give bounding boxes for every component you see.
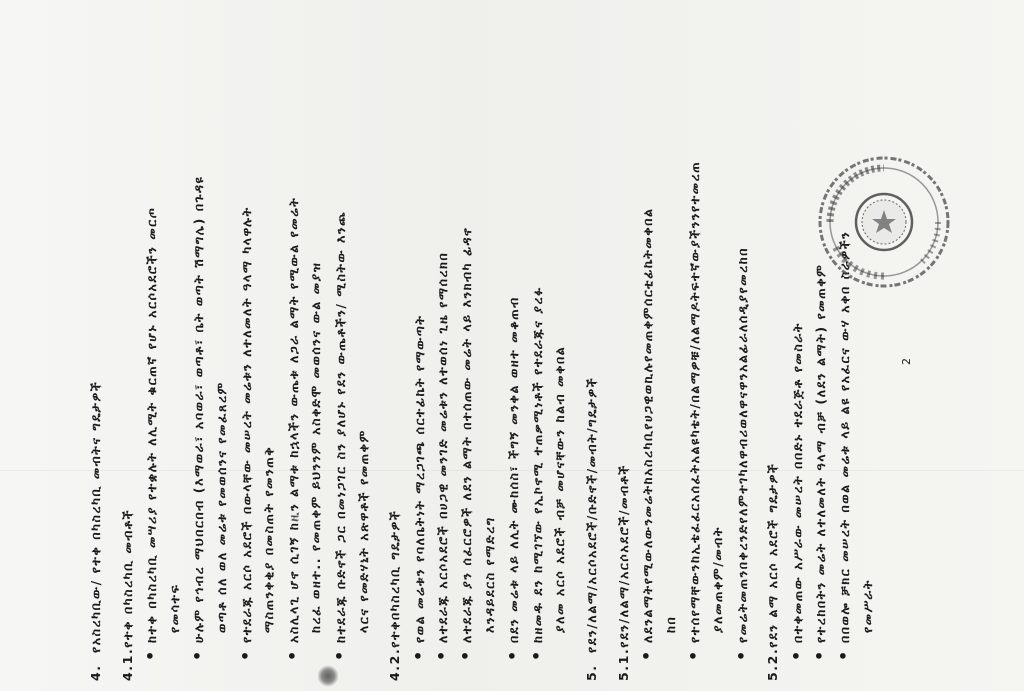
bullet-icon: •	[637, 649, 657, 661]
section-heading	[584, 377, 600, 681]
bullet-item	[190, 176, 207, 661]
bullet-icon: •	[330, 649, 349, 661]
continuation-line	[261, 446, 277, 633]
line-text: በደን መሬቱ ላይ ለሊት ሙከሰስ፣ ችግኝ መንቀል ወዘተ መቆጠብ	[506, 296, 522, 643]
section-number: 4.2.	[387, 647, 403, 681]
bullet-icon: •	[526, 649, 546, 661]
line-text: ለተደራጁ አርሶአደሮች በሀጋዊ መንገድ መሬቱን ለተወሰነ ጊዜ የማሰረክበ	[435, 251, 451, 643]
line-text: የተሰየማቸውንከኢቴፈፈርአሰፈትአልዩካቴት/በልማዎቹ/ለልማዶትፍተኛውያችንንየተመረጠ	[687, 160, 703, 643]
bullet-item	[786, 322, 806, 661]
bullet-item	[526, 286, 546, 661]
line-text: የአስረካቢው/ የተቀ በካስረካቢ መብትና ግዴታዎች	[88, 380, 103, 653]
line-text: ለተደራጁ ያን ሰፈርሮዎች ለደን ልማት በተሰጠው መሬት ላይ እንክብካ ፊዳኖ	[459, 226, 474, 643]
official-seal-stamp	[810, 148, 958, 296]
line-text: የደን ልማ አርሶ አደሮች ግዴታዎች	[765, 462, 781, 648]
bullet-icon: •	[456, 649, 475, 661]
bullet-item	[686, 161, 703, 661]
bullet-item	[458, 227, 475, 661]
continuation-line	[552, 346, 568, 633]
continuation-line	[167, 584, 183, 633]
line-text: ከረፈ ወዘተ.. የመጠቀም ይህንንም አስቀድሞ መወሰንና ውል መያዝ	[308, 261, 324, 633]
line-text: የመሬትመጠንበቀረንድየለምተገካለዋብሪወለዋናዋንአልፊራለሰዲያየመረከበ	[734, 247, 750, 643]
line-text: ከዘመዱ ደን ከሚገኘው የኢኮኖሚ ተጠቃሚነቶች የተደራጁና ያረፉ	[529, 286, 545, 643]
bullet-item	[143, 207, 160, 661]
line-text: ያለመ አርሶ አደሮች ብቻ መሆናቸውን ከልብ መቀበል	[552, 345, 568, 633]
line-text: የተደራጁ አርሶ አደሮች በውላቸው መሠረት መሬቱን ለተለመለት ዓላማ ካላዋሉት	[238, 206, 254, 643]
page-number: 2	[900, 358, 913, 365]
continuation-line	[356, 429, 372, 633]
line-text: የተቀ በካስረካቢ መብቶች	[119, 508, 135, 648]
section-heading	[616, 464, 632, 681]
bullet-icon: •	[503, 649, 523, 661]
bullet-icon: •	[684, 649, 704, 661]
continuation-line	[860, 579, 876, 633]
bullet-icon: •	[141, 649, 161, 661]
line-text: የመሳተፍ	[166, 583, 182, 633]
continuation-line	[482, 516, 498, 633]
line-text: ላርና የመድሃኒት አጽዋቶች የመጠቀም	[355, 429, 371, 633]
bullet-item	[282, 196, 302, 661]
bullet-icon: •	[786, 649, 806, 661]
bullet-item	[434, 252, 451, 661]
section-number: 4.1.	[119, 647, 135, 681]
line-text: እንዳይደርስ የማድረግ	[481, 516, 497, 633]
section-number: 5.2.	[765, 647, 781, 681]
section-number: 5.1.	[615, 647, 631, 681]
section-heading	[765, 463, 781, 681]
bullet-icon: •	[235, 649, 255, 661]
continuation-line	[308, 262, 324, 633]
section-heading	[88, 381, 104, 681]
document-body	[0, 11, 1024, 691]
bullet-item	[639, 207, 656, 661]
section-heading	[120, 509, 136, 681]
line-text: አስሊላጊ ሆኖ ሲገኝ ከዚን ልማቱ ከኋላችን ውጤቱ ለጋራ ልማት የሚውል የመሬት	[285, 196, 301, 643]
continuation-line	[710, 526, 726, 633]
section-number: 5.	[584, 664, 599, 681]
line-text: የወል መሬቱን የባለቤትነት ማረጋገጫ ሰርተፊኬት የማውጣት	[411, 314, 427, 643]
line-text: የተቀበካስረካቢ ግዴታዎች	[387, 509, 403, 648]
bullet-icon: •	[408, 649, 428, 661]
line-text: የተረከበትን መሬት ለተለመለት ዓላማ ብቻ (ለደን ልማት) የመጠቀም	[813, 263, 829, 643]
bullet-icon: •	[188, 649, 208, 661]
line-text: የመሥራት	[859, 579, 875, 633]
continuation-line	[214, 381, 230, 633]
section-heading	[387, 510, 403, 681]
bullet-item	[332, 211, 349, 661]
line-text: ከተቀ በካስረካቢ መሣሪያ የተቋሉት ለሊሚት ቁርጠኛ የሆኑ አርሶአደሮችን መርጦ	[144, 206, 160, 643]
line-text: ከተደራጁ ቡድኖች ጋር በመነጋገር ስን ያለሆኑ የደን ውጤቶችን/ ሚስትው እንጨ	[333, 210, 348, 643]
line-text: ማስጠንቀቂያ በመስጠት የመንጠቅ	[261, 445, 277, 633]
bullet-icon: •	[731, 649, 751, 661]
bullet-icon: •	[282, 649, 302, 661]
line-text: በተቀመጠው አሥራው መሠረት በበድኑ ተደራጅቶ የመስራት	[789, 322, 805, 643]
bullet-item	[235, 206, 255, 661]
ink-smudge	[318, 664, 338, 688]
line-text: ሁሉም የኅብረ ማህበርበብ (እማወራ፣ አባወራ፣ ወጣቶ፣ ቤት ወጣት ሽማግሌ) በጉዳዩ	[191, 175, 207, 643]
bullet-icon: •	[810, 649, 830, 661]
bullet-item	[812, 264, 829, 661]
line-text: የደን/ለልማ/አርሶአደሮች/ቡድኖች/መብት/ግዴታዎች	[584, 376, 599, 653]
bullet-icon: •	[834, 649, 853, 661]
line-text: ከበ	[662, 615, 678, 633]
bullet-item	[505, 296, 522, 661]
line-text: ወጣቶ ሰለ ወለ መሬቱ የመወሰንና የመፈጸረም	[214, 381, 229, 633]
line-text: በበወሎ ቻክር መሠረት በወል መሬቱ ላይ ልዩ የአፈርና ውሃ አቀበ ስራዎችን	[837, 230, 852, 643]
line-text: ለደንልማትየሚውለውንመሬትከአስረካቢየሀጋዊወኪሉየመጠቀምሰርቲፊኬትመቀበል	[640, 207, 656, 643]
line-text: የደን/ለልማ/አርሶአደሮች/መብቶች	[615, 464, 631, 648]
section-number: 4.	[88, 664, 103, 681]
bullet-item	[408, 314, 428, 661]
continuation-line	[663, 616, 679, 633]
bullet-icon: •	[432, 649, 452, 661]
line-text: ያለመጠቀም/መብት	[710, 526, 725, 633]
bullet-item	[731, 247, 751, 661]
